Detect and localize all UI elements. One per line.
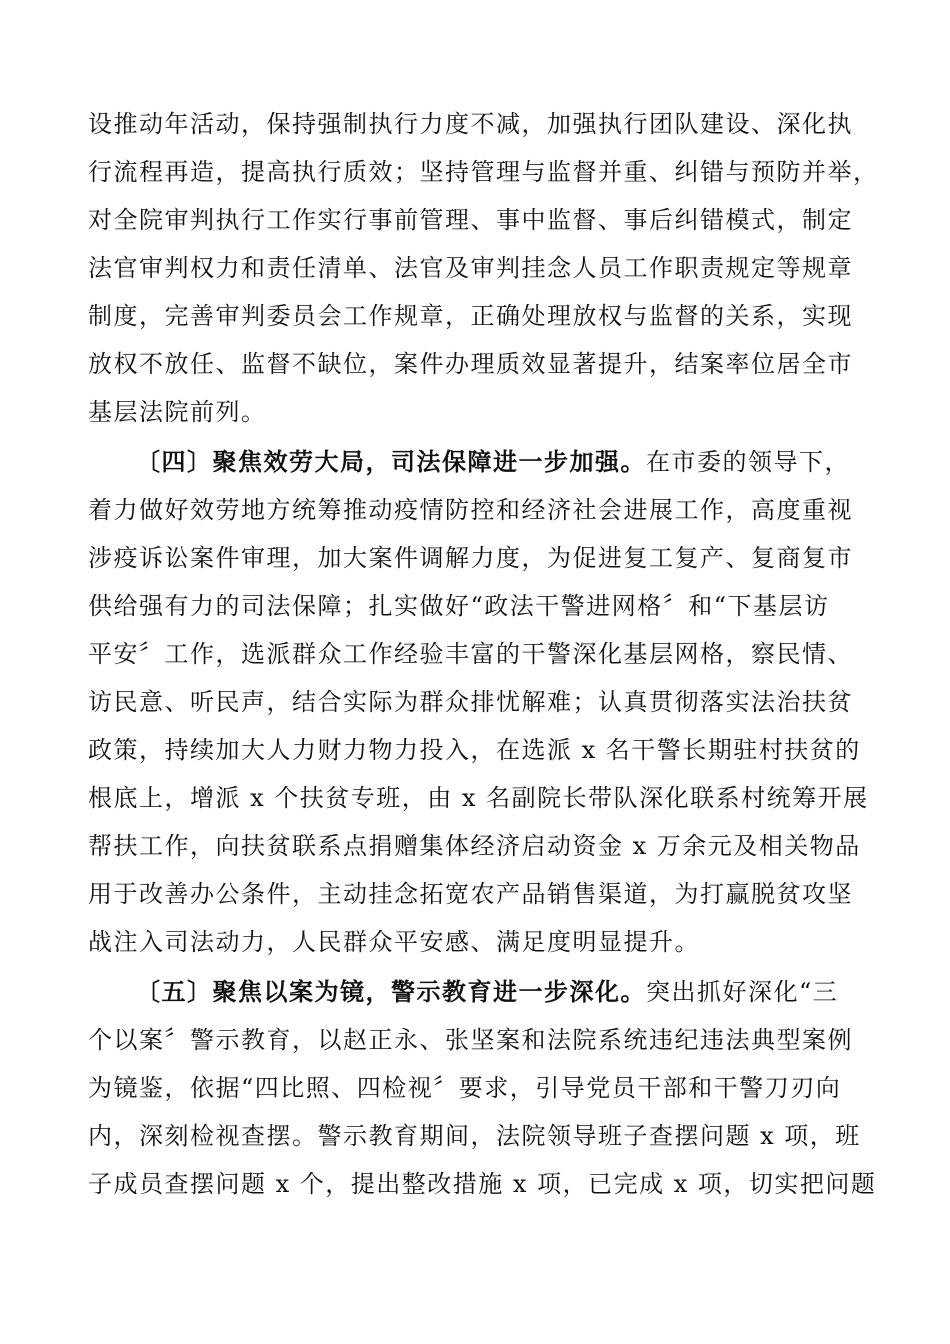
paragraph-service-overall bbox=[88, 438, 868, 966]
text-line: 内，深刻检视查摆。警示教育期间，法院领导班子查摆问题 x 项，班 bbox=[88, 1122, 861, 1150]
text-line: 着力做好效劳地方统筹推动疫情防控和经济社会进展工作，高度重视 bbox=[88, 496, 853, 524]
section-heading-five: 〔五〕聚焦以案为镜，警示教育进一步深化。 bbox=[136, 977, 646, 1006]
text-line: 政策，持续加大人力财力物力投入，在选派 x 名干警长期驻村扶贫的 bbox=[88, 736, 861, 764]
text-line: 设推动年活动，保持强制执行力度不减，加强执行团队建设、深化执 bbox=[88, 110, 853, 138]
heading-trailing-text: 在市委的领导下， bbox=[646, 448, 850, 476]
text-line: 个以案〞警示教育，以赵正永、张坚案和法院系统违纪违法典型案例 bbox=[88, 1026, 853, 1054]
text-line: 根底上，增派 x 个扶贫专班，由 x 名副院长带队深化联系村统筹开展 bbox=[88, 784, 869, 812]
text-line: 涉疫诉讼案件审理，加大案件调解力度，为促进复工复产、复商复市 bbox=[88, 544, 853, 572]
text-line: 供给强有力的司法保障；扎实做好“政法干警进网格〞和“下基层访 bbox=[88, 592, 830, 620]
heading-trailing-text: 突出抓好深化“三 bbox=[646, 978, 839, 1006]
text-line: 为镜鉴，依据“四比照、四检视〞要求，引导党员干部和干警刀刃向 bbox=[88, 1074, 842, 1102]
paragraph-first-line bbox=[88, 438, 868, 486]
text-line: 平安〞工作，选派群众工作经验丰富的干警深化基层网格，察民情、 bbox=[88, 640, 853, 668]
document-body bbox=[88, 100, 879, 1208]
text-line: 法官审判权力和责任清单、法官及审判挂念人员工作职责规定等规章 bbox=[88, 254, 853, 282]
paragraph-enforcement bbox=[88, 100, 879, 436]
paragraph-warning-education bbox=[88, 968, 877, 1208]
text-line: 放权不放任、监督不缺位，案件办理质效显著提升，结案率位居全市 bbox=[88, 350, 853, 378]
text-line: 帮扶工作，向扶贫联系点捐赠集体经济启动资金 x 万余元及相关物品 bbox=[88, 832, 861, 860]
section-heading-four: 〔四〕聚焦效劳大局，司法保障进一步加强。 bbox=[136, 447, 646, 476]
paragraph-first-line bbox=[88, 968, 868, 1016]
text-line: 战注入司法动力，人民群众平安感、满足度明显提升。 bbox=[88, 928, 700, 956]
text-line: 基层法院前列。 bbox=[88, 398, 267, 426]
text-line: 制度，完善审判委员会工作规章，正确处理放权与监督的关系，实现 bbox=[88, 302, 853, 330]
text-line: 行流程再造，提高执行质效；坚持管理与监督并重、纠错与预防并举， bbox=[88, 158, 879, 186]
text-line: 用于改善办公条件，主动挂念拓宽农产品销售渠道，为打赢脱贫攻坚 bbox=[88, 880, 853, 908]
text-line: 对全院审判执行工作实行事前管理、事中监督、事后纠错模式，制定 bbox=[88, 206, 853, 234]
text-line: 子成员查摆问题 x 个，提出整改措施 x 项，已完成 x 项，切实把问题 bbox=[88, 1170, 877, 1198]
text-line: 访民意、听民声，结合实际为群众排忧解难；认真贯彻落实法治扶贫 bbox=[88, 688, 853, 716]
